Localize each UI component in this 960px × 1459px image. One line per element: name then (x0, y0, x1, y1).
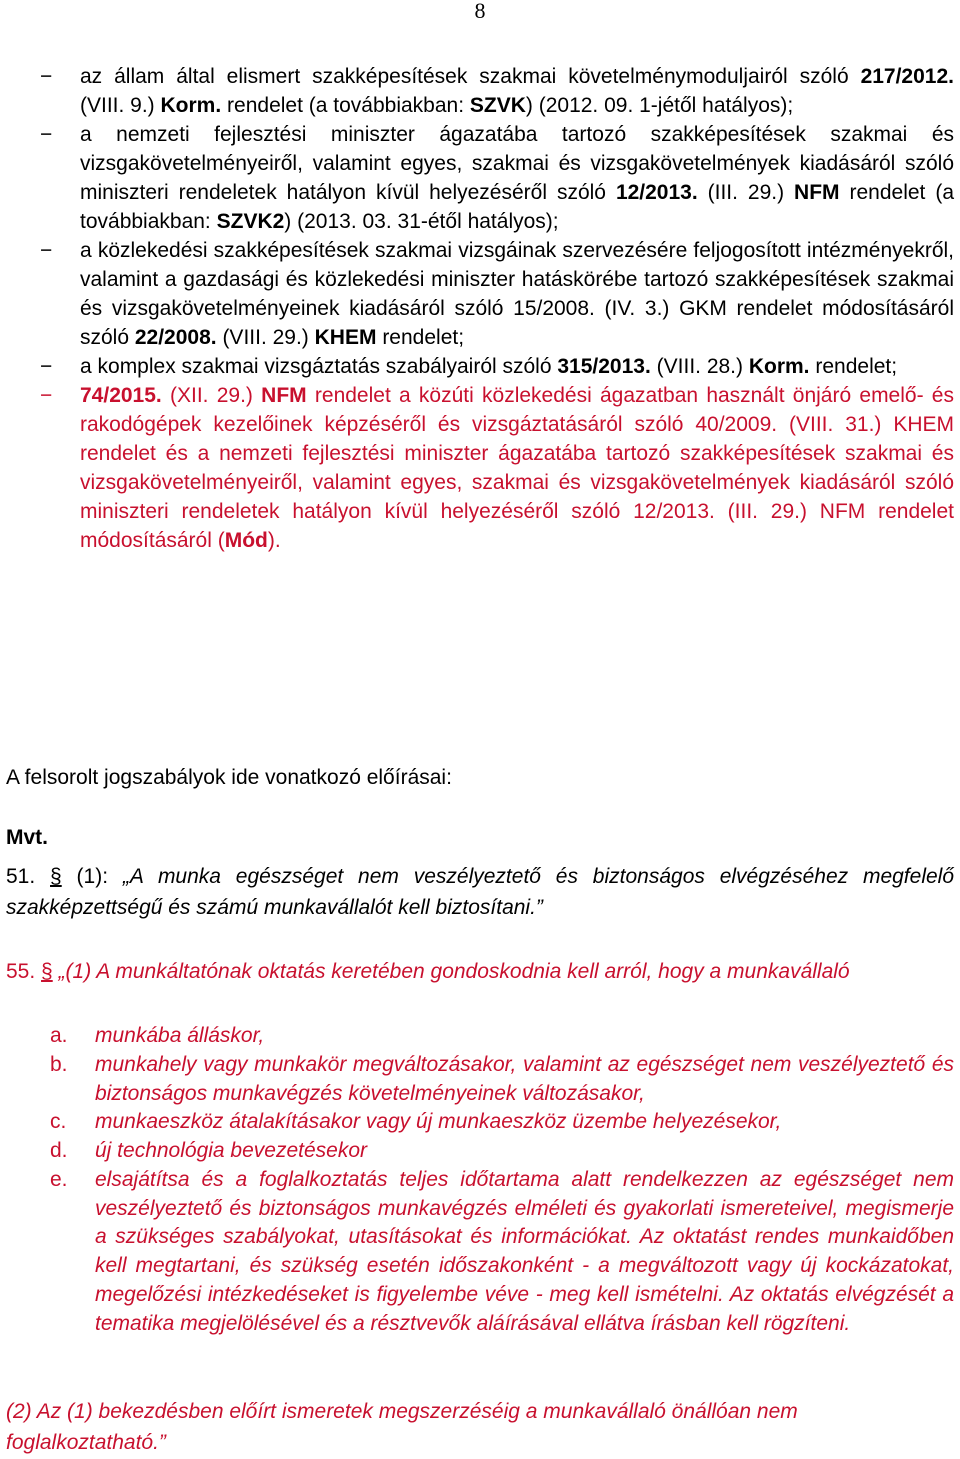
section-55-quote: „(1) A munkáltatónak oktatás keretében gondoskodnia kell arról, hogy a munkavállaló (52, 960, 850, 983)
mvt-heading: Mvt. (6, 826, 48, 849)
list-item-text: 315/2013. (557, 355, 651, 378)
list-item-text: (VIII. 29.) (216, 326, 315, 349)
sub-item-b (50, 1051, 954, 1108)
sub-item-text: elsajátítsa és a foglalkoztatás teljes időtartama alatt rendelkezzen az egészséget nem veszélyeztető és biztonságos munkavégzés elméleti és gyakorlati ismereteivel, megismerje a szükséges szabályokat, utasításokat és információkat. Az oktatást rendes munkaidőben kell megtartani, és szükség esetén időszakonként - a megváltozott vagy új kockázatokat, megelőzési intézkedéseket is figyelembe véve - meg kell ismételni. Az oktatás elvégzését a tematika megjelölésével és a résztvevők aláírásával ellátva írásban kell rögzíteni. (95, 1168, 954, 1335)
regulation-list-item (0, 352, 960, 381)
list-item-text: ) (2012. 09. 1-jétől hatályos); (525, 94, 794, 117)
intro-heading: A felsorolt jogszabályok ide vonatkozó előírásai: (6, 766, 452, 789)
sub-item-text: munkahely vagy munkakör megváltozásakor, valamint az egészséget nem veszélyeztető és biztonságos munkavégzés követelményeinek változásakor, (95, 1053, 954, 1105)
regulation-list-item (0, 120, 960, 236)
sub-item-d (50, 1137, 954, 1166)
list-item-text: rendelet; (376, 326, 465, 349)
list-item-text: az állam által elismert szakképesítések szakmai követelménymoduljairól szóló (80, 65, 861, 88)
list-item-text: ) (2013. 03. 31-étől hatályos); (284, 210, 559, 233)
list-item-text: NFM (794, 181, 840, 204)
list-item-text: 22/2008. (134, 326, 217, 349)
sub-item-e (50, 1166, 954, 1338)
regulation-list-item (0, 236, 960, 352)
list-item-text: NFM (261, 384, 307, 407)
dash-bullet: − (40, 123, 53, 146)
list-item-text: SZVK2 (216, 210, 285, 233)
sub-item-label: e. (50, 1168, 68, 1191)
section-55-paragraph (6, 956, 954, 987)
list-item-text: rendelet (a továbbiakban: (221, 94, 470, 117)
list-item-text: (VIII. 28.) (650, 355, 749, 378)
sub-item-text: új technológia bevezetésekor (95, 1139, 368, 1162)
list-item-text: rendelet a közúti közlekedési ágazatban használt önjáró emelő- és rakodógépek kezelőinek képzéséről és vizsgáztatásáról szóló 40/2009. (VIII. 31.) KHEM rendelet és a nemzeti fejlesztési miniszter ágazatába tartozó szakképesítések szakmai és vizsgakövetelményeiről, valamint egyes, szakmai és vizsgakövetelmények kiadásáról szóló miniszteri rendeletek hatályon kívül helyezéséről szóló 12/2013. (III. 29.) NFM rendelet módosításáról ( (80, 384, 954, 552)
section-51-quote: „A munka egészséget nem veszélyeztető és biztonságos elvégzéséhez megfelelő szakképzettségű és számú munkavállalót kell biztosítani.” (6, 865, 955, 919)
list-item-text: rendelet; (809, 355, 898, 378)
list-item-text: Korm. (748, 355, 810, 378)
dash-bullet: − (40, 239, 53, 262)
regulation-list-item (0, 62, 960, 120)
list-item-text: a közlekedési szakképesítések szakmai vizsgáinak szervezésére feljogosított intézményekről, valamint a gazdasági és közlekedési miniszter hatáskörébe tartozó szakképesítések szakmai és vizsgakövetelményeinek kiadásáról szóló 15/2008. (IV. 3.) GKM rendelet módosításáról szóló (80, 239, 954, 349)
sub-item-label: d. (50, 1139, 68, 1162)
sub-item-text: munkaeszköz átalakításakor vagy új munkaeszköz üzembe helyezésekor, (95, 1110, 782, 1133)
dash-bullet: − (40, 65, 53, 88)
list-item-text: a nemzeti fejlesztési miniszter ágazatába tartozó szakképesítések szakmai és vizsgakövetelményeiről, valamint egyes, szakmai és vizsgakövetelmények kiadásáról szóló miniszteri rendeletek hatályon kívül helyezéséről szóló (80, 123, 954, 204)
page-number: 8 (474, 0, 486, 23)
list-item-text: (III. 29.) (697, 181, 795, 204)
list-item-text: Mód (224, 529, 268, 552)
section-sign: § (41, 960, 53, 983)
sub-item-label: b. (50, 1053, 68, 1076)
sub-item-c (50, 1108, 954, 1137)
list-item-text: SZVK (469, 94, 526, 117)
list-item-text: 217/2012. (860, 65, 954, 88)
sub-item-text: munkába álláskor, (95, 1024, 265, 1047)
regulation-list-item (0, 381, 960, 555)
sub-item-label: a. (50, 1024, 68, 1047)
section-55-prefix: 55. (6, 960, 42, 983)
sub-item-label: c. (50, 1110, 67, 1133)
list-item-text: rendelet (a továbbiakban: (80, 181, 955, 233)
paragraph-2: (2) Az (1) bekezdésben előírt ismeretek megszerzéséig a munkavállaló önállóan nem foglalkoztatható.” (6, 1400, 798, 1454)
list-item-text: ). (267, 529, 281, 552)
section-51-num: (1): (61, 865, 123, 888)
list-item-text: a komplex szakmai vizsgáztatás szabályairól szóló (80, 355, 558, 378)
dash-bullet: − (40, 384, 53, 407)
sub-item-a (50, 1022, 954, 1051)
dash-bullet: − (40, 355, 53, 378)
list-item-text: (XII. 29.) (161, 384, 262, 407)
list-item-text: (VIII. 9.) (80, 94, 161, 117)
list-item-text: KHEM (314, 326, 377, 349)
section-sign: § (50, 865, 62, 888)
regulation-list (0, 62, 960, 555)
list-item-text: 74/2015. (80, 384, 162, 407)
list-item-text: 12/2013. (615, 181, 698, 204)
section-51-paragraph (6, 861, 954, 923)
list-item-text: Korm. (160, 94, 222, 117)
section-51-prefix: 51. (6, 865, 51, 888)
